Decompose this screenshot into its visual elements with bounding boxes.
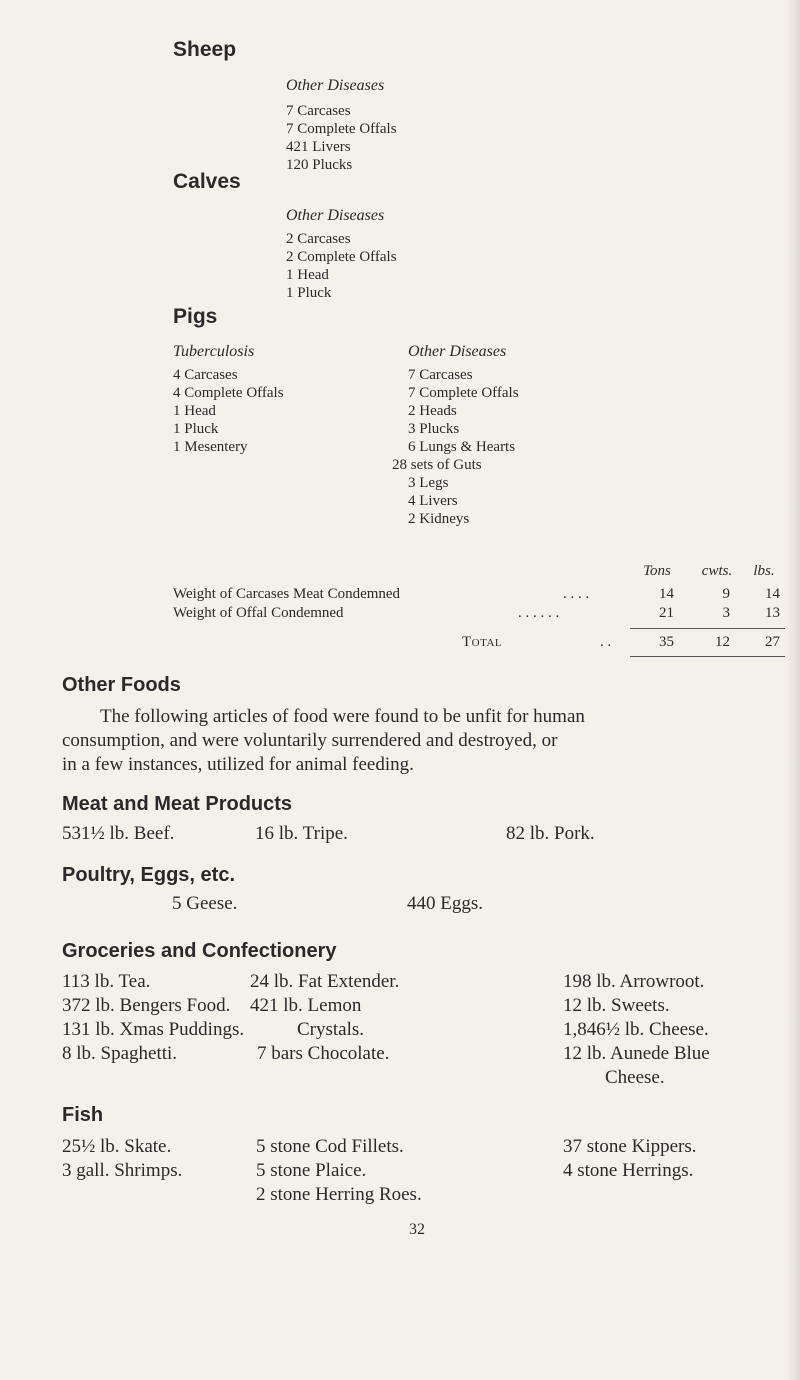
total-label: Total (462, 634, 503, 650)
sheep-heading: Sheep (173, 38, 237, 61)
poultry-item: 440 Eggs. (407, 893, 483, 914)
pigs-tuberculosis-list (173, 366, 284, 456)
list-item: 4 stone Herrings. (563, 1160, 694, 1181)
other-foods-heading: Other Foods (62, 674, 181, 696)
total-rule-bottom (630, 656, 785, 657)
list-item: 7 Complete Offals (408, 385, 519, 401)
list-item: 25½ lb. Skate. (62, 1136, 172, 1157)
list-item: 1 Pluck (173, 421, 219, 437)
pigs-tuberculosis-heading: Tuberculosis (173, 343, 255, 360)
weight-row-label: Weight of Carcases Meat Condemned (173, 586, 401, 602)
list-item: 372 lb. Bengers Food. (62, 995, 231, 1016)
list-item: 7 Complete Offals (286, 121, 397, 137)
sheep-other-diseases-list (286, 102, 397, 174)
meat-heading: Meat and Meat Products (62, 793, 293, 815)
fish-heading: Fish (62, 1104, 104, 1126)
weight-cwts: 3 (722, 605, 730, 621)
groceries-column-2 (250, 970, 399, 1066)
total-lbs: 27 (765, 634, 780, 650)
list-item: 120 Plucks (286, 157, 353, 173)
list-item: 3 gall. Shrimps. (62, 1160, 183, 1181)
list-item: 24 lb. Fat Extender. (250, 971, 400, 992)
list-item: 198 lb. Arrowroot. (563, 971, 705, 992)
calves-other-diseases-list (286, 230, 397, 302)
leader-dots: . . . . . . (518, 605, 560, 621)
groceries-heading: Groceries and Confectionery (62, 940, 337, 962)
list-item: 421 Livers (286, 139, 351, 155)
weight-lbs: 14 (765, 586, 780, 602)
list-item: 5 stone Plaice. (256, 1160, 367, 1181)
list-item: 2 Heads (408, 403, 457, 419)
list-item: 7 bars Chocolate. (257, 1043, 390, 1064)
page-edge-shadow (786, 0, 800, 1380)
other-foods-intro (62, 705, 798, 777)
list-item: 131 lb. Xmas Puddings. (62, 1019, 245, 1040)
weight-tons: 14 (659, 586, 674, 602)
meat-item: 16 lb. Tripe. (255, 823, 348, 844)
list-item: 4 Livers (408, 493, 458, 509)
list-item: 1,846½ lb. Cheese. (563, 1019, 709, 1040)
list-item: 2 Complete Offals (286, 249, 397, 265)
col-header-lbs: lbs. (753, 563, 775, 579)
list-item: 113 lb. Tea. (62, 971, 151, 992)
weight-cwts: 9 (722, 586, 730, 602)
meat-item: 531½ lb. Beef. (62, 823, 175, 844)
list-item: 2 Carcases (286, 231, 351, 247)
fish-column-3 (563, 1135, 697, 1183)
list-item: 7 Carcases (408, 367, 473, 383)
total-tons: 35 (659, 634, 674, 650)
col-header-tons: Tons (643, 563, 671, 579)
list-item: 7 Carcases (286, 103, 351, 119)
weight-lbs: 13 (765, 605, 780, 621)
list-item: Crystals. (297, 1019, 365, 1040)
sheep-other-diseases-heading: Other Diseases (286, 77, 385, 94)
leader-dots: . . . . (563, 586, 590, 602)
groceries-column-3 (563, 970, 710, 1090)
paragraph-line: consumption, and were voluntarily surrendered and destroyed, or (62, 730, 558, 751)
paragraph-line: The following articles of food were found to be unfit for human (100, 706, 585, 727)
list-item: 37 stone Kippers. (563, 1136, 697, 1157)
list-item: 6 Lungs & Hearts (408, 439, 516, 455)
page-number: 32 (409, 1221, 425, 1238)
list-item: 421 lb. Lemon (250, 995, 362, 1016)
weight-row-label: Weight of Offal Condemned (173, 605, 344, 621)
paragraph-line: in a few instances, utilized for animal feeding. (62, 754, 414, 775)
weight-tons: 21 (659, 605, 674, 621)
groceries-column-1 (62, 970, 244, 1066)
pigs-other-diseases-heading: Other Diseases (408, 343, 507, 360)
list-item: 5 stone Cod Fillets. (256, 1136, 404, 1157)
list-item: 1 Mesentery (173, 439, 248, 455)
poultry-heading: Poultry, Eggs, etc. (62, 864, 235, 886)
list-item: 4 Carcases (173, 367, 238, 383)
list-item: 1 Head (173, 403, 216, 419)
fish-column-2 (256, 1135, 422, 1207)
list-item: 3 Plucks (408, 421, 460, 437)
meat-item: 82 lb. Pork. (506, 823, 595, 844)
total-rule-top (630, 628, 785, 629)
pigs-other-diseases-list (392, 366, 519, 528)
list-item: 4 Complete Offals (173, 385, 284, 401)
pigs-heading: Pigs (173, 305, 218, 328)
list-item: 8 lb. Spaghetti. (62, 1043, 178, 1064)
calves-heading: Calves (173, 170, 241, 193)
col-header-cwts: cwts. (701, 563, 733, 579)
list-item: 1 Pluck (286, 285, 332, 301)
poultry-item: 5 Geese. (172, 893, 238, 914)
list-item: 2 Kidneys (408, 511, 470, 527)
leader-dots: . . (600, 634, 612, 650)
total-cwts: 12 (715, 634, 730, 650)
list-item: 3 Legs (408, 475, 449, 491)
list-item: 12 lb. Aunede Blue (563, 1043, 710, 1064)
fish-column-1 (62, 1135, 182, 1183)
list-item: 28 sets of Guts (392, 457, 482, 473)
list-item: 1 Head (286, 267, 329, 283)
calves-other-diseases-heading: Other Diseases (286, 207, 385, 224)
list-item: 2 stone Herring Roes. (256, 1184, 422, 1205)
list-item: 12 lb. Sweets. (563, 995, 670, 1016)
list-item: Cheese. (605, 1067, 665, 1088)
